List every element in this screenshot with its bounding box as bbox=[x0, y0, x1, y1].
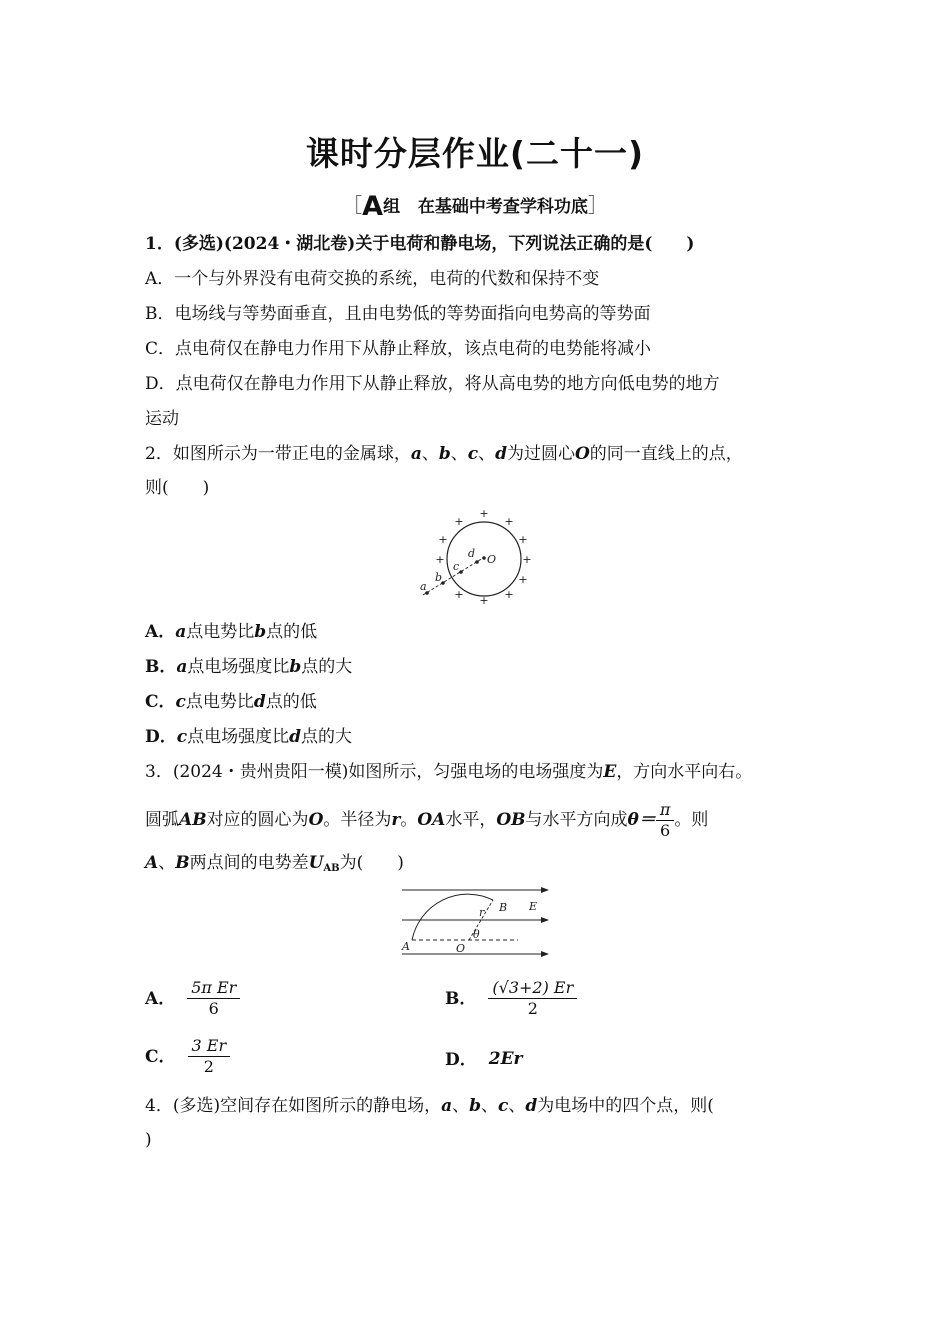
plus-sign: + bbox=[438, 533, 448, 546]
option-var: a bbox=[176, 657, 188, 677]
frac-den: 6 bbox=[660, 821, 671, 840]
q3-option-d bbox=[445, 1047, 523, 1072]
label-b: b bbox=[435, 571, 443, 584]
plus-sign: + bbox=[435, 553, 445, 566]
label-A: A bbox=[402, 940, 410, 953]
q4-sep: 、 bbox=[452, 1096, 470, 1116]
option-text: 点的低 bbox=[266, 622, 318, 642]
q2-option-a bbox=[145, 620, 825, 644]
q3-text: 与水平方向成 bbox=[525, 810, 628, 830]
option-text: 点的大 bbox=[301, 727, 352, 747]
q2-sep: 、 bbox=[478, 444, 496, 464]
figure-labels bbox=[401, 900, 537, 955]
q3-text: 为( ) bbox=[339, 853, 404, 873]
label-c: c bbox=[453, 560, 460, 573]
q3-text: 圆弧 bbox=[145, 810, 179, 830]
option-text: 点电势比 bbox=[186, 622, 255, 642]
q3-text: 。半径为 bbox=[323, 810, 392, 830]
q2-sep: 、 bbox=[450, 444, 468, 464]
option-var: d bbox=[253, 692, 266, 712]
plus-sign: + bbox=[522, 553, 532, 566]
option-var: c bbox=[175, 692, 186, 712]
q2-stem bbox=[145, 442, 825, 466]
plus-sign: + bbox=[504, 515, 514, 528]
group-bracket-close: ］ bbox=[587, 193, 608, 217]
option-var: b bbox=[289, 657, 302, 677]
q3-var: B bbox=[175, 853, 190, 873]
option-var: c bbox=[176, 727, 188, 747]
frac-num: (√3+2) Er bbox=[488, 978, 577, 999]
charged-sphere-figure bbox=[415, 505, 535, 605]
plus-sign: + bbox=[504, 588, 514, 601]
option-text: 点的低 bbox=[265, 692, 317, 712]
point-c bbox=[459, 570, 463, 574]
q4-var-b: b bbox=[469, 1096, 481, 1116]
option-text: 2Er bbox=[488, 1049, 523, 1069]
q3-text: 3．(2024・贵州贵阳一模)如图所示，匀强电场的电场强度为 bbox=[145, 762, 604, 782]
q2-var-d: d bbox=[495, 444, 507, 464]
option-text: 点电场强度比 bbox=[187, 657, 290, 677]
q3-stem-line3 bbox=[145, 851, 825, 881]
option-text: 点电势比 bbox=[185, 692, 254, 712]
q4-text: 为电场中的四个点，则( bbox=[537, 1096, 714, 1116]
option-label: B． bbox=[445, 988, 477, 1009]
label-E: E bbox=[529, 900, 538, 913]
option-label: D． bbox=[445, 1049, 477, 1070]
q3-text: 对应的圆心为 bbox=[206, 810, 309, 830]
option-label: B． bbox=[145, 657, 177, 677]
plus-sign: + bbox=[518, 573, 528, 586]
plus-sign: + bbox=[479, 594, 489, 605]
option-fraction bbox=[187, 978, 240, 1019]
option-label: D． bbox=[145, 727, 177, 747]
point-o bbox=[482, 556, 486, 560]
option-label: C． bbox=[145, 692, 176, 712]
q4-var-a: a bbox=[441, 1096, 453, 1116]
point-d bbox=[475, 560, 479, 564]
q2-var-c: c bbox=[467, 444, 479, 464]
q3-var: AB bbox=[179, 810, 207, 830]
q4-stem bbox=[145, 1094, 825, 1118]
frac-den: 2 bbox=[203, 1057, 214, 1076]
option-fraction bbox=[188, 1036, 231, 1077]
label-a: a bbox=[420, 580, 427, 593]
q1-option-b: B．电场线与等势面垂直，且由电势低的等势面指向电势高的等势面 bbox=[145, 304, 651, 324]
q1-option-c: C．点电荷仅在静电力作用下从静止释放，该点电荷的电势能将减小 bbox=[145, 339, 652, 359]
q4-var-d: d bbox=[525, 1096, 538, 1116]
q3-theta: θ＝ bbox=[627, 810, 656, 830]
q1-stem: 1．(多选)(2024・湖北卷)关于电荷和静电场，下列说法正确的是( ) bbox=[145, 234, 695, 254]
group-letter: A bbox=[362, 191, 384, 222]
q2-stem-text: 2．如图所示为一带正电的金属球， bbox=[145, 444, 411, 464]
option-var: d bbox=[289, 727, 301, 747]
q2-sep: 、 bbox=[421, 444, 439, 464]
label-r: r bbox=[479, 906, 485, 919]
q2-option-b bbox=[145, 655, 825, 679]
frac-den: 6 bbox=[208, 999, 219, 1018]
q2-stem-text: 的同一直线上的点， bbox=[589, 444, 743, 464]
q3-text: 、 bbox=[158, 853, 176, 873]
q2-var-b: b bbox=[438, 444, 451, 464]
q4-var-c: c bbox=[498, 1096, 509, 1116]
q4-sep: 、 bbox=[508, 1096, 526, 1116]
label-O: O bbox=[456, 942, 466, 955]
q4-text: 4．(多选)空间存在如图所示的静电场， bbox=[145, 1096, 442, 1116]
q3-sub-ab: AB bbox=[323, 863, 340, 874]
q3-var: O bbox=[308, 810, 324, 830]
q2-stem-text: 为过圆心 bbox=[506, 444, 575, 464]
q3-option-a bbox=[145, 978, 240, 1019]
group-suffix: 组 bbox=[383, 197, 401, 217]
q3-var-u: U bbox=[308, 853, 324, 873]
q3-option-b bbox=[445, 978, 577, 1019]
option-text: 点电场强度比 bbox=[187, 727, 290, 747]
group-bracket-open: ［ bbox=[342, 193, 363, 217]
frac-num: π bbox=[656, 800, 675, 821]
option-text: 点的大 bbox=[301, 657, 353, 677]
plus-sign: + bbox=[518, 533, 528, 546]
q3-stem-line2 bbox=[145, 800, 825, 841]
q4-sep: 、 bbox=[481, 1096, 498, 1116]
label-B: B bbox=[499, 901, 508, 914]
q3-text: 。则 bbox=[674, 810, 709, 830]
frac-num: 5π Er bbox=[187, 978, 240, 999]
q1-option-d: D．点电荷仅在静电力作用下从静止释放，将从高电势的地方向低电势的地方 bbox=[145, 374, 720, 394]
q3-text: 。 bbox=[400, 810, 418, 830]
q3-text: 两点间的电势差 bbox=[189, 853, 309, 873]
plus-sign: + bbox=[454, 515, 464, 528]
frac-den: 2 bbox=[527, 999, 538, 1018]
option-label: A． bbox=[145, 622, 176, 642]
q2-stem-cont: 则( ) bbox=[145, 478, 210, 498]
q2-var-a: a bbox=[410, 444, 422, 464]
option-label: C． bbox=[145, 1046, 176, 1067]
label-theta: θ bbox=[473, 928, 480, 941]
q2-option-d bbox=[145, 725, 825, 749]
group-text: 在基础中考查学科功底 bbox=[417, 197, 588, 217]
q3-var: OA bbox=[417, 810, 446, 830]
group-heading bbox=[0, 189, 950, 222]
frac-num: 3 Er bbox=[188, 1036, 231, 1057]
q3-pi-over-6 bbox=[656, 800, 675, 841]
q4-stem-cont: ) bbox=[145, 1130, 152, 1150]
q3-text: ，方向水平向右。 bbox=[616, 762, 753, 782]
q3-var: OB bbox=[496, 810, 526, 830]
q3-text: 水平， bbox=[445, 810, 497, 830]
q3-stem-line1 bbox=[145, 760, 825, 784]
q3-var: r bbox=[391, 810, 401, 830]
option-var: a bbox=[175, 622, 187, 642]
label-d: d bbox=[468, 547, 476, 560]
q1-option-a: A．一个与外界没有电荷交换的系统，电荷的代数和保持不变 bbox=[145, 269, 600, 289]
q3-var-e: E bbox=[603, 762, 617, 782]
q2-option-c bbox=[145, 690, 825, 714]
label-o: O bbox=[487, 553, 497, 566]
option-label: A． bbox=[145, 988, 176, 1009]
page-title: 课时分层作业(二十一) bbox=[305, 134, 645, 173]
q2-var-o: O bbox=[574, 444, 590, 464]
q1-option-d-cont: 运动 bbox=[145, 409, 179, 429]
q3-var: A bbox=[145, 853, 159, 873]
uniform-field-figure bbox=[398, 883, 553, 958]
option-var: b bbox=[254, 622, 267, 642]
plus-sign: + bbox=[454, 588, 464, 601]
plus-sign: + bbox=[479, 507, 489, 520]
q3-option-c bbox=[145, 1036, 230, 1077]
option-fraction bbox=[488, 978, 577, 1019]
